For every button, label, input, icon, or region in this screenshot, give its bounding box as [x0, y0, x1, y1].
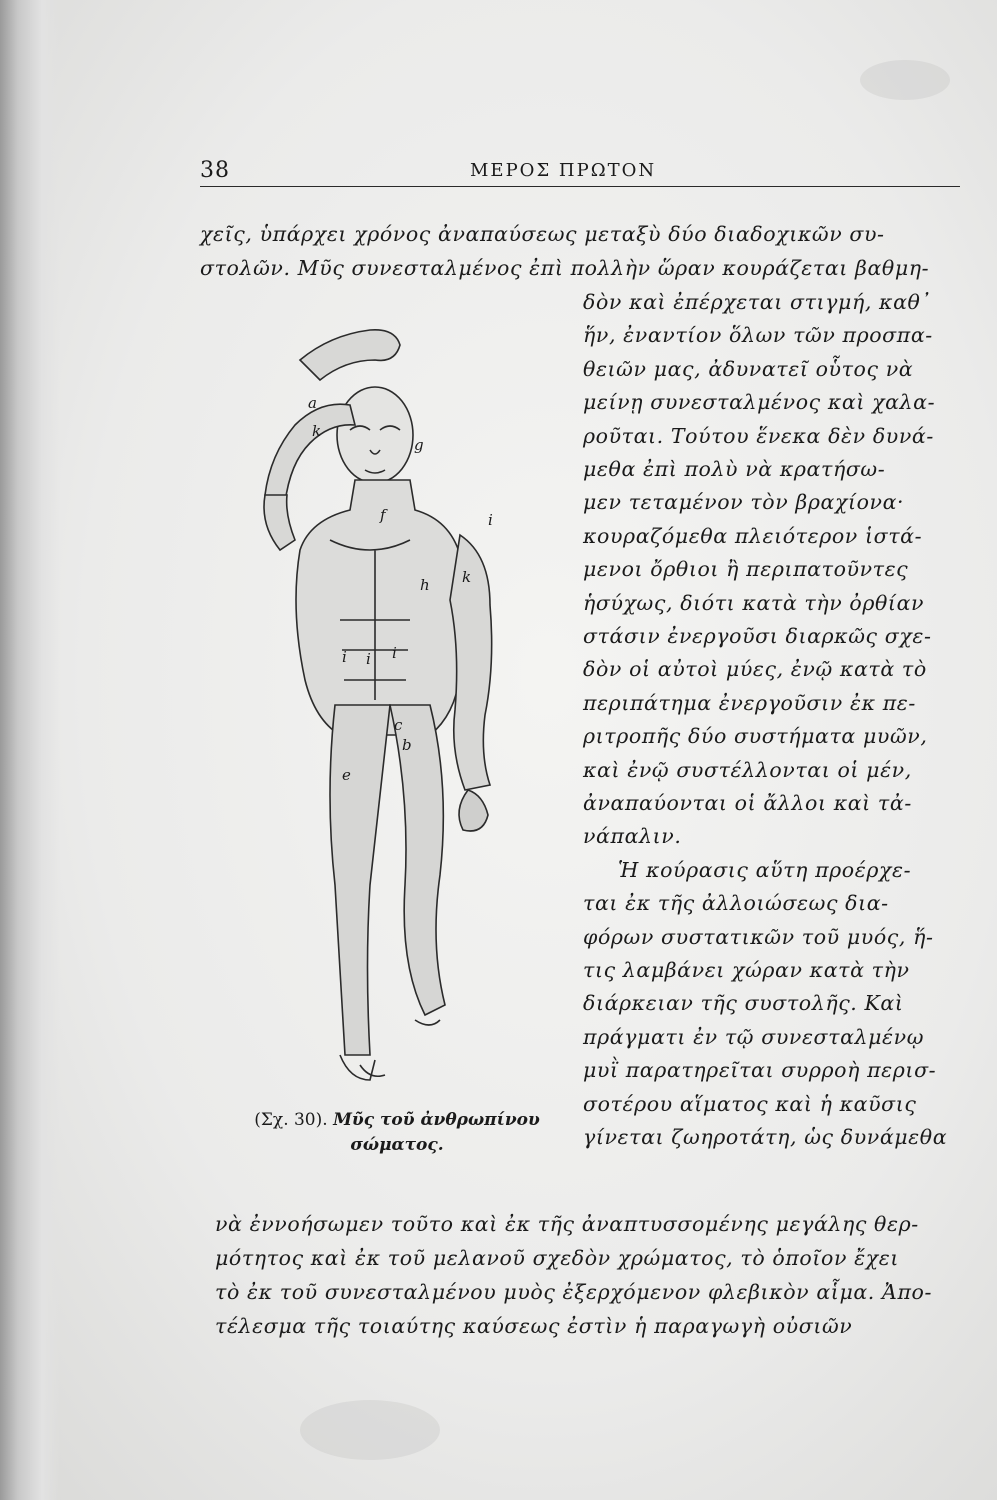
figure-label-i-abs-3: i	[392, 644, 397, 662]
text-line: πράγματι ἐν τῷ συνεσταλμένῳ	[583, 1024, 925, 1049]
figure-label-k: k	[312, 422, 322, 440]
caption-title-line-2: σώματος.	[350, 1135, 444, 1155]
text-line: τὸ ἐκ τοῦ συνεσταλμένου μυὸς ἐξερχόμενον φλεβικὸν αἷμα. Ἀπο-	[215, 1280, 932, 1304]
text-line: χεῖς, ὑπάρχει χρόνος ἀναπαύσεως μεταξὺ δύο διαδοχικῶν συ-	[200, 222, 885, 246]
text-line: καὶ ἐνῷ συστέλλονται οἱ μέν,	[583, 757, 912, 782]
text-line: μυῒ παρατηρεῖται συρροὴ περισ-	[583, 1058, 937, 1083]
text-line: ἀναπαύονται οἱ ἄλλοι καὶ τἀ-	[583, 791, 912, 815]
caption-label: (Σχ. 30).	[254, 1110, 328, 1130]
caption-title-line-1: Μῦς τοῦ ἀνθρωπίνου	[333, 1110, 540, 1130]
text-line: σοτέρου αἵματος καὶ ἡ καῦσις	[583, 1091, 917, 1116]
figure-caption	[232, 1108, 562, 1158]
text-line: μεν τεταμένον τὸν βραχίονα·	[583, 490, 905, 515]
text-line: φόρων συστατικῶν τοῦ μυός, ἥ-	[583, 924, 934, 949]
text-line: δὸν οἱ αὐτοὶ μύες, ἐνῷ κατὰ τὸ	[583, 657, 927, 682]
text-line: τέλεσμα τῆς τοιαύτης καύσεως ἐστὶν ἡ παραγωγὴ οὐσιῶν	[215, 1314, 853, 1338]
page-spine-shadow	[0, 0, 60, 1500]
text-line: ἥν, ἐναντίον ὅλων τῶν προσπα-	[583, 323, 933, 348]
text-line: ται ἐκ τῆς ἀλλοιώσεως δια-	[583, 891, 889, 916]
page-number: 38	[200, 158, 230, 183]
text-line: μείνῃ συνεσταλμένος καὶ χαλα-	[583, 390, 936, 415]
figure-label-h: h	[420, 576, 430, 594]
anatomy-figure	[230, 320, 560, 1100]
figure-label-a: a	[308, 394, 317, 412]
figure-label-g: g	[414, 436, 424, 454]
text-line: ἡσύχως, διότι κατὰ τὴν ὀρθίαν	[583, 590, 925, 615]
page-header	[200, 158, 960, 190]
figure-label-i-abs-2: i	[366, 650, 371, 668]
text-line: ριτροπῆς δύο συστήματα μυῶν,	[583, 724, 928, 749]
text-line: στολῶν. Μῦς συνεσταλμένος ἐπὶ πολλὴν ὥραν κουράζεται βαθμη-	[200, 256, 930, 280]
figure-label-b: b	[402, 736, 412, 754]
text-line: κουραζόμεθα πλειότερον ἱστά-	[583, 523, 923, 548]
text-line: μότητος καὶ ἐκ τοῦ μελανοῦ σχεδὸν χρώματος, τὸ ὁποῖον ἔχει	[215, 1246, 899, 1270]
figure-label-f: f	[380, 506, 386, 524]
figure-label-k-arm: k	[462, 568, 472, 586]
text-line: μενοι ὄρθιοι ἢ περιπατοῦντες	[583, 557, 909, 582]
figure-label-e: e	[342, 766, 351, 784]
text-line: θειῶν μας, ἀδυνατεῖ οὗτος νὰ	[583, 356, 914, 381]
text-line: νὰ ἐννοήσωμεν τοῦτο καὶ ἐκ τῆς ἀναπτυσσομένης μεγάλης θερ-	[215, 1212, 919, 1236]
text-line: νάπαλιν.	[583, 824, 682, 849]
header-rule	[200, 186, 960, 187]
text-line: στάσιν ἐνεργοῦσι διαρκῶς σχε-	[583, 624, 932, 648]
running-title: ΜΕΡΟΣ ΠΡΩΤΟΝ	[470, 160, 657, 181]
figure-label-i-abs-1: i	[342, 648, 347, 666]
figure-label-c: c	[394, 716, 403, 734]
text-line: τις λαμβάνει χώραν κατὰ τὴν	[583, 958, 910, 982]
text-line: Ἡ κούρασις αὕτη προέρχε-	[618, 857, 912, 882]
text-line: γίνεται ζωηροτάτη, ὡς δυνάμεθα	[583, 1125, 948, 1149]
text-line: διάρκειαν τῆς συστολῆς. Καὶ	[583, 991, 904, 1016]
text-line: μεθα ἐπὶ πολὺ νὰ κρατήσω-	[583, 457, 886, 481]
text-line: περιπάτημα ἐνεργοῦσιν ἐκ πε-	[583, 690, 916, 715]
text-line: δὸν καὶ ἐπέρχεται στιγμή, καθ᾿	[583, 290, 932, 314]
muscle-figure-illustration	[230, 320, 560, 1100]
figure-label-i: i	[488, 511, 493, 529]
text-line: ροῦται. Τούτου ἕνεκα δὲν δυνά-	[583, 423, 934, 448]
